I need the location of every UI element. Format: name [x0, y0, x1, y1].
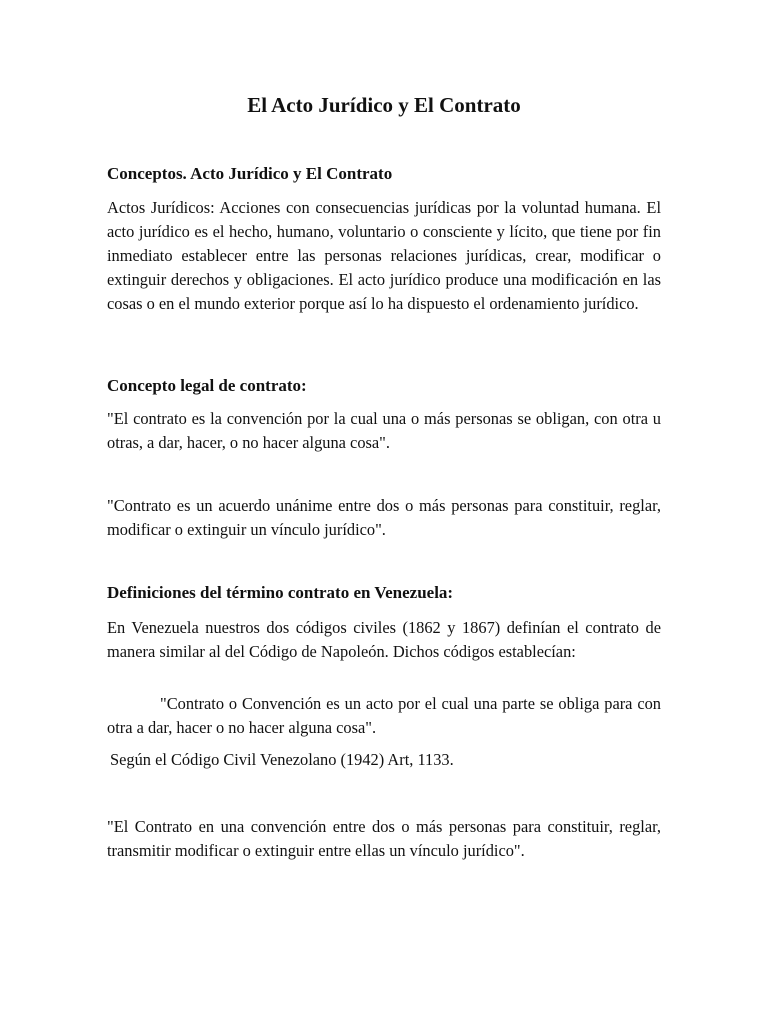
paragraph-codigos-civiles: En Venezuela nuestros dos códigos civiles (1862 y 1867) definían el contrato de manera similar al del Código de Napoleón. Dichos códigos establecían:	[107, 618, 661, 661]
section-heading-conceptos: Conceptos. Acto Jurídico y El Contrato	[107, 164, 393, 183]
citation-codigo-civil-1942: Según el Código Civil Venezolano (1942) Art, 1133.	[110, 750, 454, 769]
paragraph-contrato-acuerdo: "Contrato es un acuerdo unánime entre dos o más personas para constituir, reglar, modificar o extinguir un vínculo jurídico".	[107, 496, 661, 539]
paragraph-contrato-vinculo: "El Contrato en una convención entre dos o más personas para constituir, reglar, transmitir modificar o extinguir entre ellas un vínculo jurídico".	[107, 817, 661, 860]
paragraph-actos-juridicos: Actos Jurídicos: Acciones con consecuencias jurídicas por la voluntad humana. El acto jurídico es el hecho, humano, voluntario o consciente y lícito, que tiene por fin inmediato establecer entre las personas relaciones jurídicas, crear, modificar o extinguir derechos y obligaciones. El acto jurídico produce una modificación en las cosas o en el mundo exterior porque así lo ha dispuesto el ordenamiento jurídico.	[107, 198, 661, 313]
paragraph-contrato-convencion: "El contrato es la convención por la cual una o más personas se obligan, con otra u otras, a dar, hacer, o no hacer alguna cosa".	[107, 409, 661, 452]
paragraph-contrato-o-convencion: "Contrato o Convención es un acto por el cual una parte se obliga para con otra a dar, hacer o no hacer alguna cosa".	[107, 694, 661, 737]
page-title: El Acto Jurídico y El Contrato	[247, 93, 521, 117]
section-heading-concepto-legal: Concepto legal de contrato:	[107, 376, 307, 395]
section-heading-venezuela: Definiciones del término contrato en Venezuela:	[107, 583, 454, 602]
